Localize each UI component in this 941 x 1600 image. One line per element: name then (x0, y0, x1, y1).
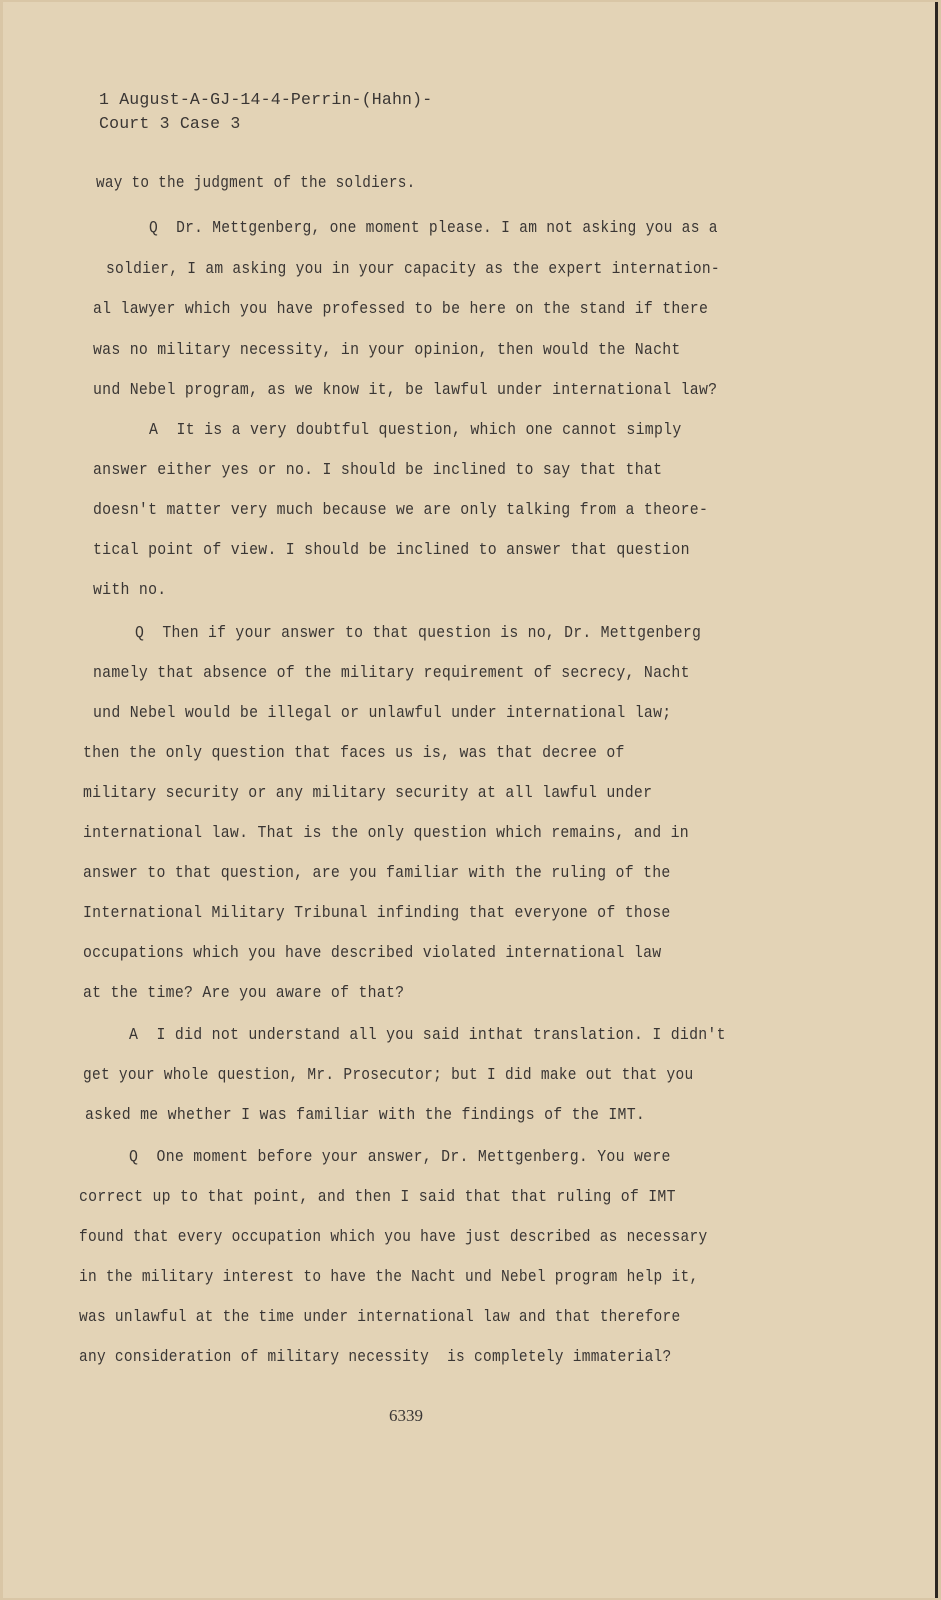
transcript-line: Q Then if your answer to that question is no, Dr. Mettgenberg (135, 623, 702, 642)
transcript-line: international law. That is the only question which remains, and in (83, 823, 689, 842)
transcript-line: A I did not understand all you said inthat translation. I didn't (129, 1025, 726, 1044)
transcript-line: was no military necessity, in your opinion, then would the Nacht (93, 340, 681, 359)
transcript-line: then the only question that faces us is, was that decree of (83, 743, 625, 762)
page-number: 6339 (389, 1406, 423, 1425)
transcript-line: tical point of view. I should be inclined to answer that question (93, 540, 690, 559)
transcript-line: namely that absence of the military requirement of secrecy, Nacht (93, 663, 690, 682)
transcript-line: at the time? Are you aware of that? (83, 983, 405, 1002)
transcript-line: International Military Tribunal infinding that everyone of those (83, 903, 671, 922)
transcript-line: und Nebel would be illegal or unlawful under international law; (93, 703, 672, 722)
header-court-line: Court 3 Case 3 (99, 114, 241, 133)
transcript-line: Q Dr. Mettgenberg, one moment please. I am not asking you as a (149, 218, 718, 237)
transcript-line: correct up to that point, and then I said that that ruling of IMT (79, 1187, 676, 1206)
transcript-line: soldier, I am asking you in your capacity as the expert internation- (106, 259, 720, 278)
header-session-line: 1 August-A-GJ-14-4-Perrin-(Hahn)- (99, 90, 433, 109)
transcript-line: asked me whether I was familiar with the findings of the IMT. (85, 1105, 646, 1124)
transcript-line: military security or any military security at all lawful under (83, 783, 653, 802)
transcript-line: Q One moment before your answer, Dr. Mettgenberg. You were (129, 1147, 671, 1166)
transcript-line: doesn't matter very much because we are only talking from a theore- (93, 500, 709, 519)
transcript-line: get your whole question, Mr. Prosecutor; but I did make out that you (83, 1065, 694, 1084)
transcript-line: answer either yes or no. I should be inclined to say that that (93, 460, 663, 479)
transcript-line: A It is a very doubtful question, which one cannot simply (149, 420, 682, 439)
document-page (3, 2, 938, 1598)
transcript-line: occupations which you have described violated international law (83, 943, 662, 962)
transcript-line: in the military interest to have the Nacht und Nebel program help it, (79, 1267, 699, 1286)
transcript-line: way to the judgment of the soldiers. (96, 173, 416, 192)
document-header (99, 88, 432, 136)
transcript-line: answer to that question, are you familiar with the ruling of the (83, 863, 671, 882)
transcript-line: was unlawful at the time under international law and that therefore (79, 1307, 681, 1326)
transcript-line: with no. (93, 580, 167, 599)
transcript-line: al lawyer which you have professed to be here on the stand if there (93, 299, 709, 318)
transcript-line: und Nebel program, as we know it, be lawful under international law? (93, 380, 718, 399)
transcript-line: found that every occupation which you have just described as necessary (79, 1227, 708, 1246)
transcript-line: any consideration of military necessity is completely immaterial? (79, 1347, 672, 1366)
